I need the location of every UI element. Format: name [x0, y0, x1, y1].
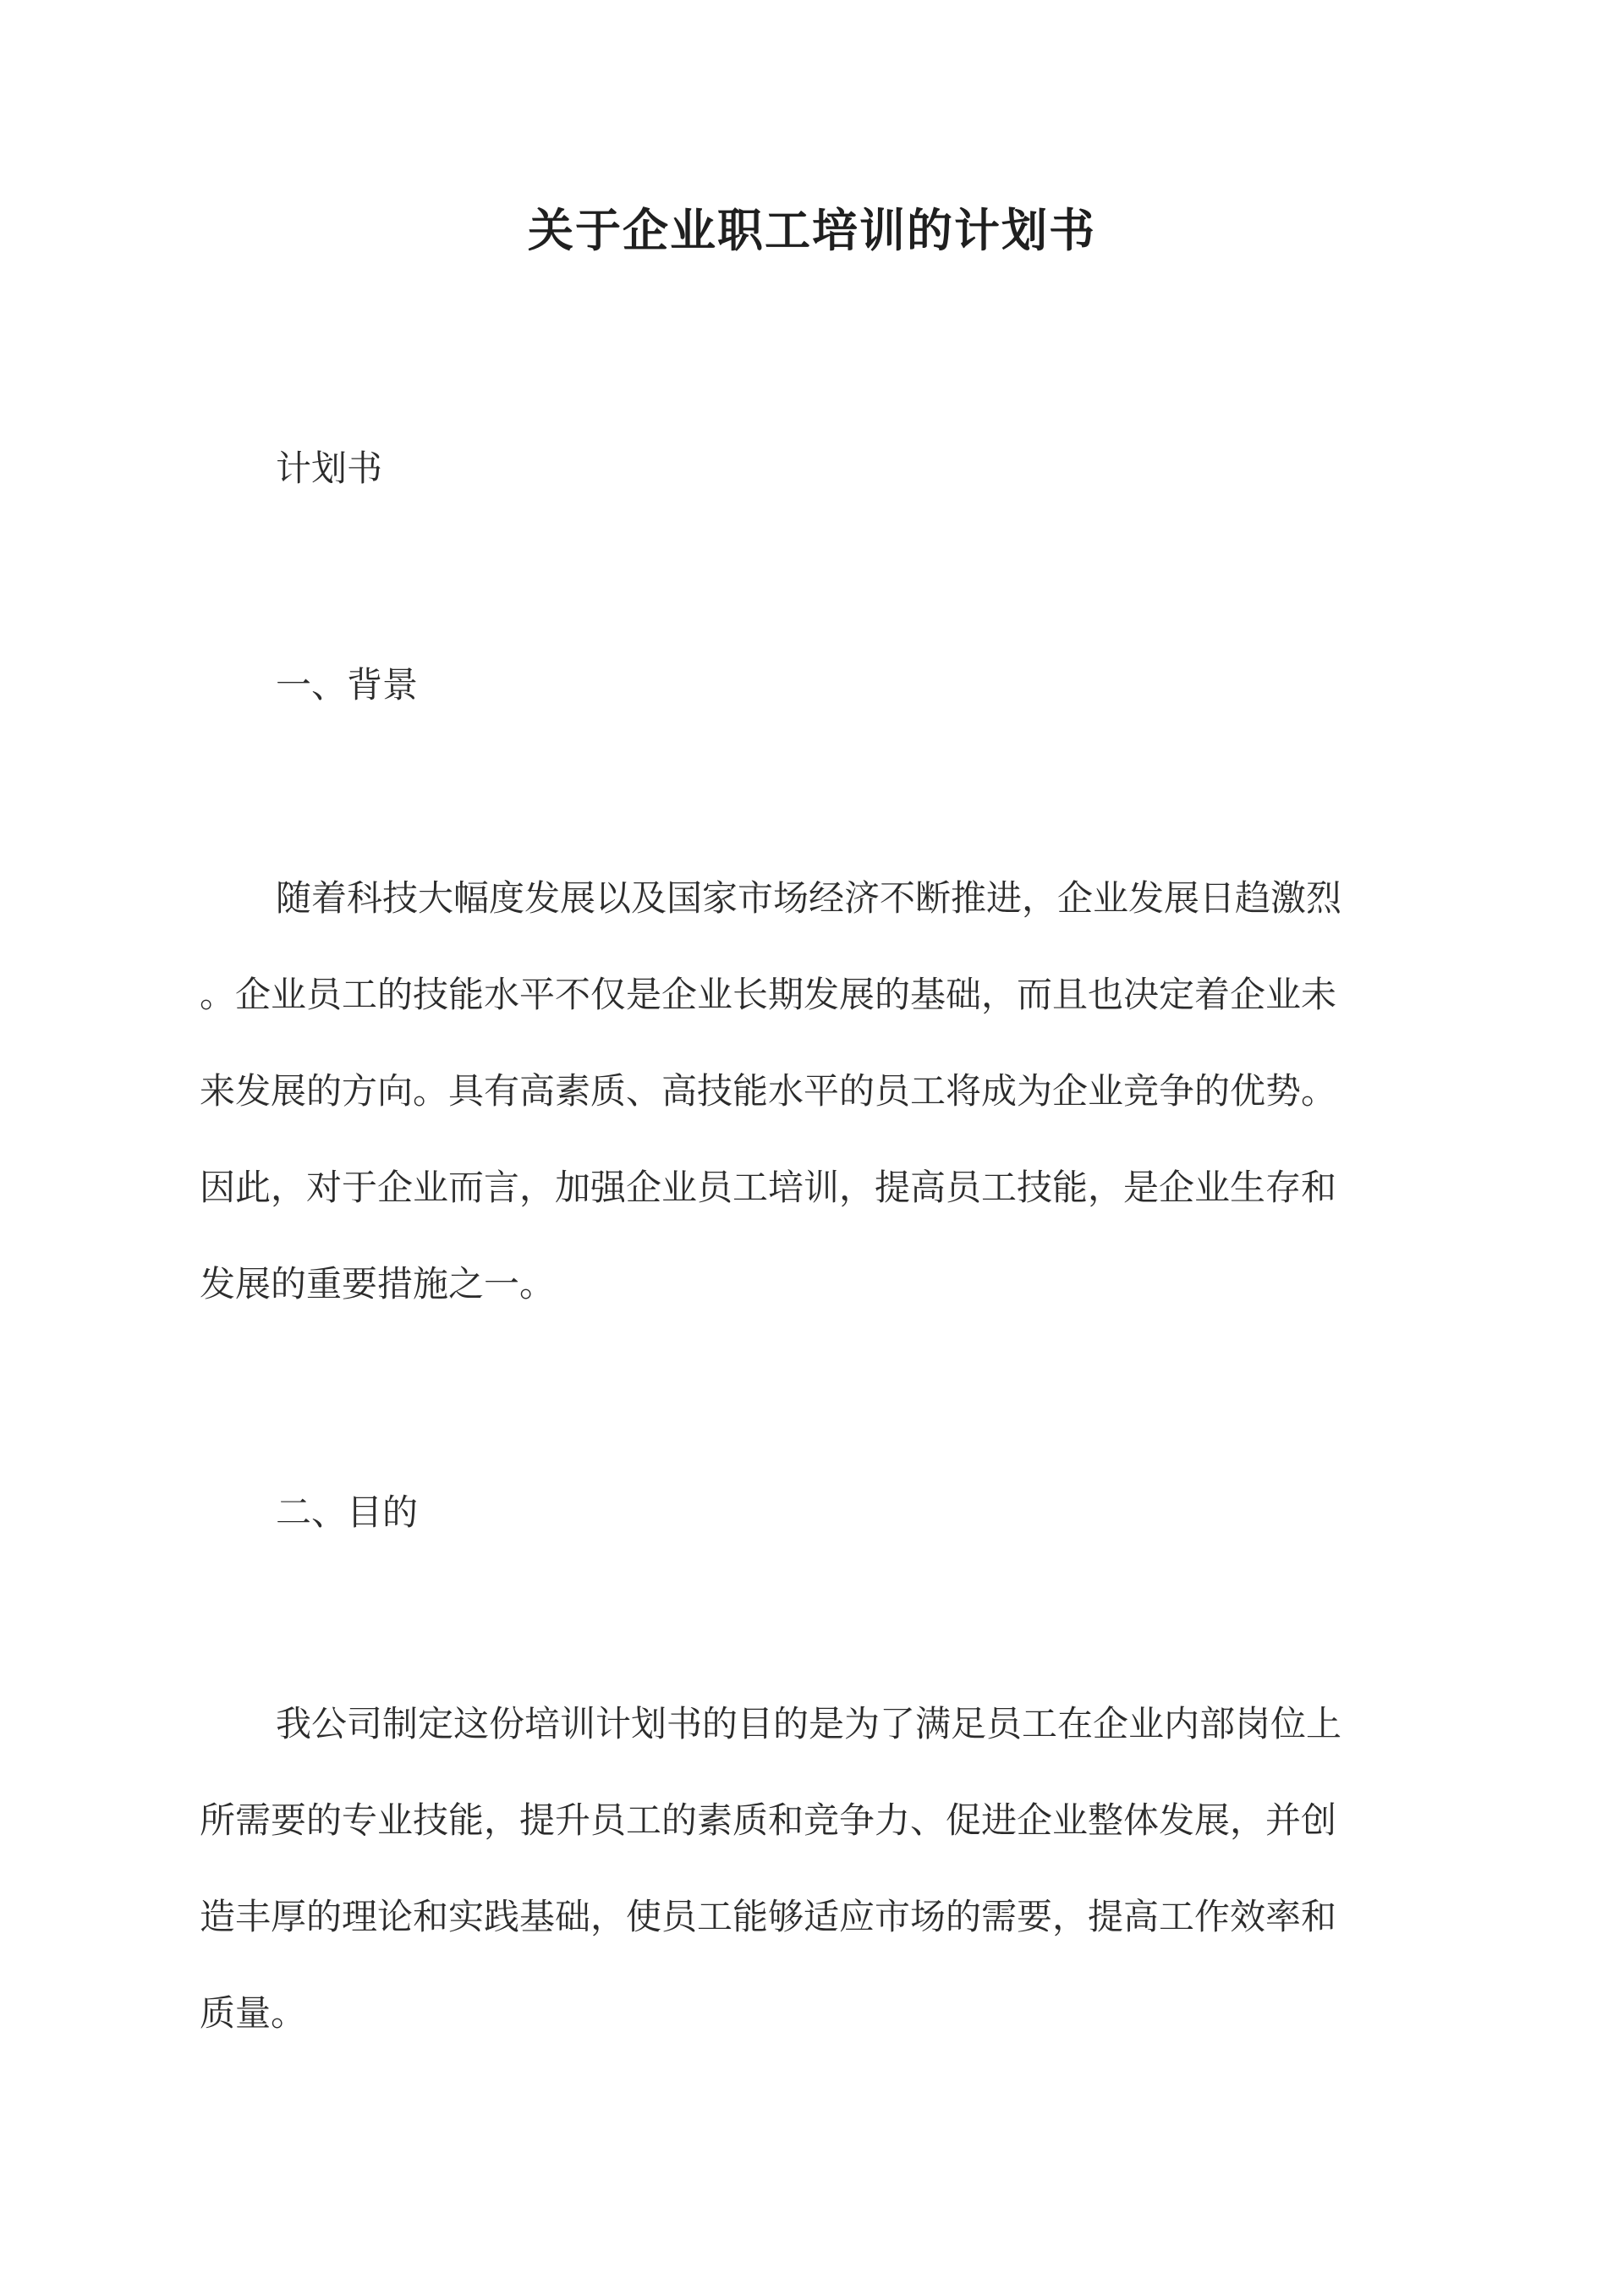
paragraph-line: 发展的重要措施之一。: [200, 1263, 556, 1305]
plan-label: 计划书: [276, 448, 383, 489]
paragraph-line: 造丰厚的理论和实践基础，使员工能够适应市场的需要，提高工作效率和: [200, 1896, 1337, 1937]
paragraph-line: 随着科技大幅度发展以及国家市场经济不断推进，企业发展日趋激烈: [276, 877, 1342, 919]
paragraph-line: 因此，对于企业而言，加强企业员工培训，提高员工技能，是企业生存和: [200, 1167, 1337, 1208]
paragraph-line: 我公司制定这份培训计划书的目的是为了满足员工在企业内部岗位上: [276, 1703, 1342, 1744]
paragraph-line: 。企业员工的技能水平不仅是企业长期发展的基础，而且也决定着企业未: [200, 974, 1337, 1015]
paragraph-line: 所需要的专业技能，提升员工的素质和竞争力、促进企业整体发展，并创: [200, 1799, 1337, 1841]
paragraph-line: 来发展的方向。具有高素质、高技能水平的员工将成为企业竞争的优势。: [200, 1070, 1337, 1112]
section-heading: 二、目的: [276, 1491, 419, 1533]
section-heading: 一、背景: [276, 664, 419, 706]
paragraph-line: 质量。: [200, 1992, 307, 2034]
document-title: 关于企业职工培训的计划书: [528, 203, 1096, 257]
